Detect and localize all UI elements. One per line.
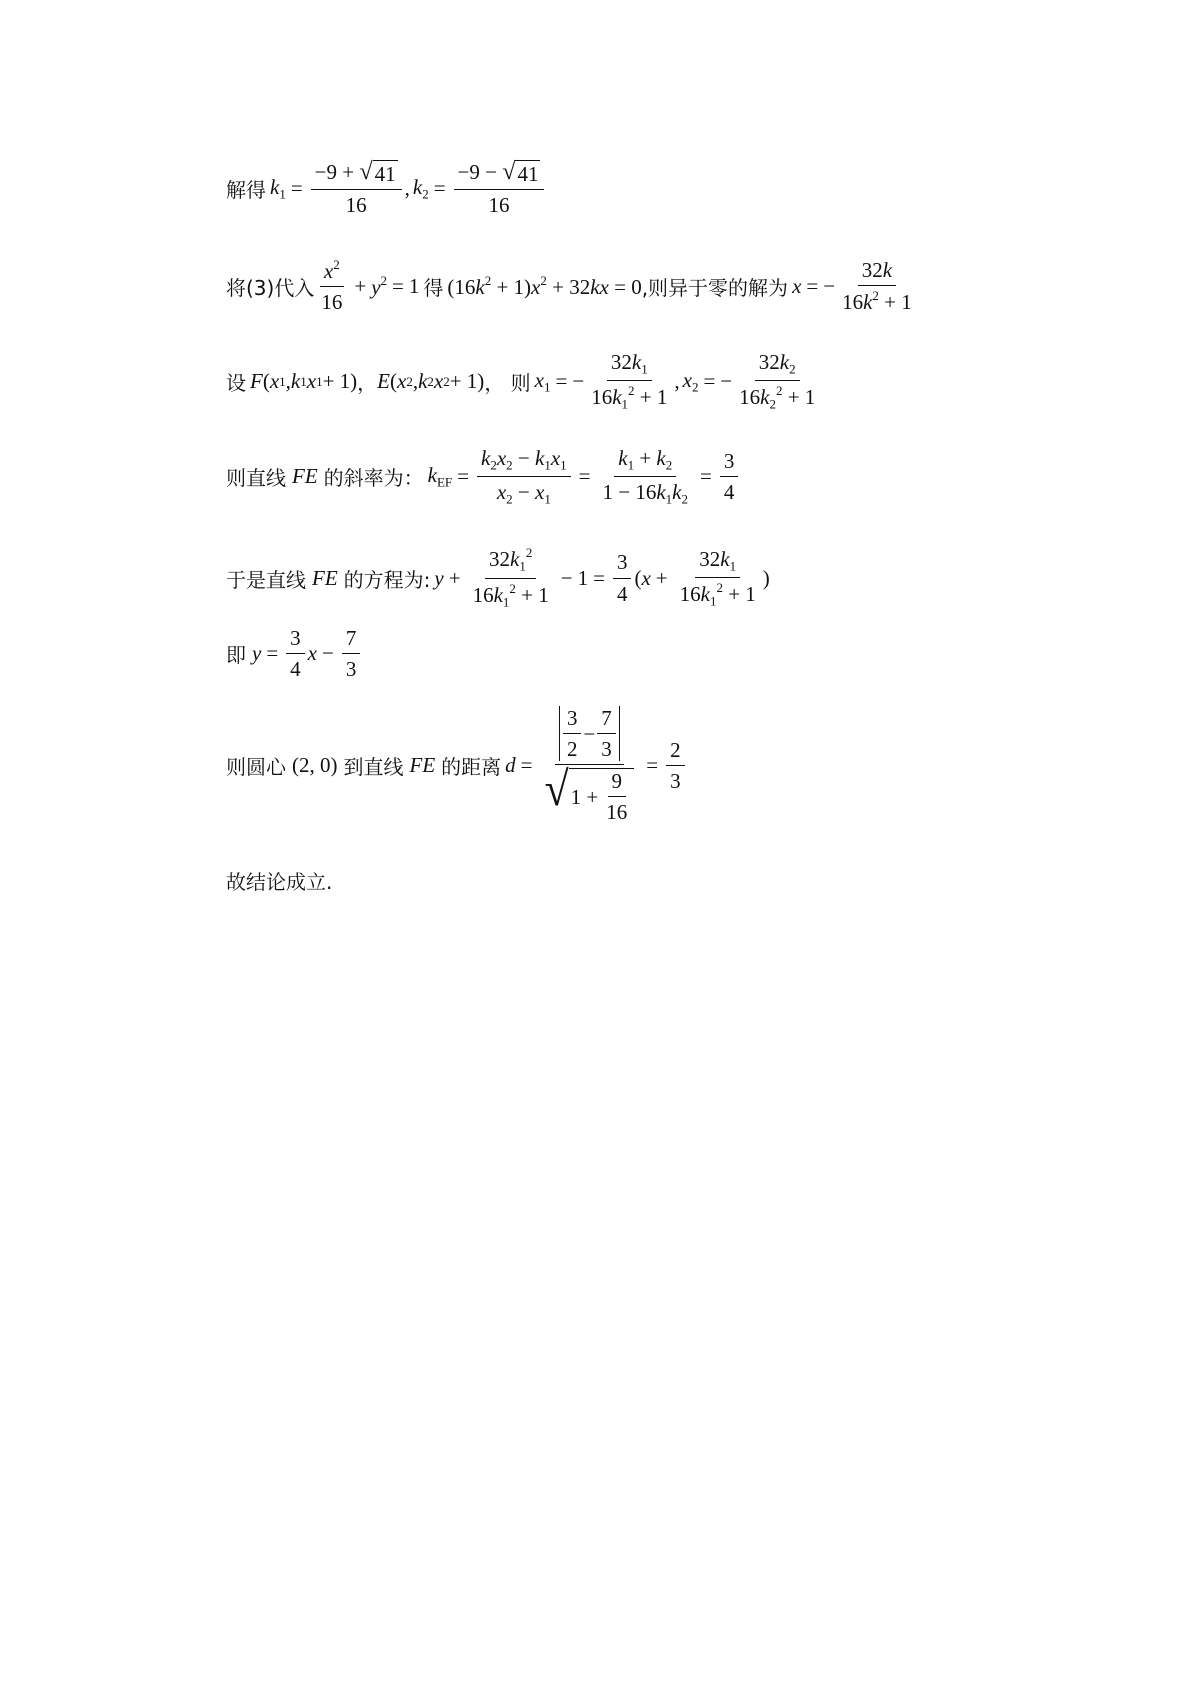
text-jiede: 解得 <box>226 178 266 203</box>
fraction-x2: $\frac{32k_2}{16k_2^2 + 1}$ <box>739 350 816 413</box>
fraction-k2: −9 − √ 41 16 <box>454 160 545 217</box>
solution-line-4: 则直线 FE 的斜率为： $k_{EF}$ = $\frac{k_2x_2 - k_1x_1}{x_2 - x_1}$ = $\frac{k_1 + k_2}{1 - 16k_1k_2}$ = $\frac{3}{4}$ <box>226 446 741 508</box>
fraction-line-term: $\frac{32k_1^2}{16k_1^2 + 1}$ <box>472 545 549 610</box>
text-line: 则直线 <box>226 466 286 491</box>
text-ze: ， 则 <box>484 371 531 396</box>
text-so-line: 于是直线 <box>226 567 306 592</box>
solution-line-5: 于是直线 FE 的方程为: y + $\frac{32k_1^2}{16k_1^2 + 1}$ − 1 = $\frac{3}{4}$ ( x + $\frac{32k_1}{16k_1^2 + 1}$ ) <box>226 545 770 610</box>
text-substitute: 将(3)代入 <box>226 275 315 300</box>
fraction-slope-eq: $\frac{3}{4}$ <box>613 550 632 605</box>
fraction-x2-16: $\frac{x^2}{16}$ <box>321 257 343 315</box>
fraction-k1: −9 + √ 41 16 <box>311 160 402 217</box>
text-center: 则圆心 <box>226 754 286 779</box>
text-ji: 即 <box>226 643 246 668</box>
text-de: 得 <box>423 275 444 300</box>
fraction-three-quarters: $\frac{3}{4}$ <box>720 449 739 504</box>
solution-line-6: 即 y = $\frac{3}{4}$ x − $\frac{7}{3}$ <box>226 626 363 681</box>
text-she: 设 <box>226 371 246 396</box>
fraction-slope-simplified: $\frac{k_1 + k_2}{1 - 16k_1k_2}$ <box>602 446 688 508</box>
solution-line-3: 设 F ( x 1 , k 1 x 1 + 1) ， E ( x 2 , k 2 x 2 + 1) ， 则 $x_1$ = − $\frac{32k_1}{16k_1^2 + 1}$ , $x_2$ = − $\frac{32k_2}{16k_2^2 + 1}$ <box>226 350 822 413</box>
text-to-line: 到直线 <box>343 754 404 779</box>
text-equation: 的方程为: <box>343 567 431 592</box>
solution-line-8 <box>226 866 332 895</box>
solution-line-1: 解得 $k_1$ = −9 + √ 41 16 , $k_2$ = −9 − √ 41 16 <box>226 160 547 217</box>
text-conclusion: 故结论成立. <box>226 870 333 894</box>
text-comma: ， <box>357 371 378 396</box>
fraction-x-solution: $\frac{32k}{16k^2 + 1}$ <box>842 258 912 315</box>
fraction-x-shift: $\frac{32k_1}{16k_1^2 + 1}$ <box>679 546 756 609</box>
fraction-distance: $\frac{3}{2}$ − $\frac{7}{3}$ √ 1 + $\frac{9}{16}$ <box>541 706 639 825</box>
solution-line-2: 将(3)代入 $\frac{x^2}{16}$ + $y^2$ = 1 得 $(16k^2 + 1)x^2 + 32kx = 0$ ,则异于零的解为 x = − $\frac{32k}{16k^2 + 1}$ <box>226 258 919 314</box>
fraction-x1: $\frac{32k_1}{16k_1^2 + 1}$ <box>591 350 668 413</box>
math-k1: $k_1$ <box>270 174 286 202</box>
text-slope: 的斜率为： <box>323 466 424 491</box>
fraction-slope-def: $\frac{k_2x_2 - k_1x_1}{x_2 - x_1}$ <box>477 446 571 508</box>
solution-line-7: 则圆心 (2, 0) 到直线 FE 的距离 d = $\frac{3}{2}$ − $\frac{7}{3}$ √ 1 + $\frac{9}{16}$ = $\frac{2}{3}$ <box>226 706 688 825</box>
text-nonzero-solution: ,则异于零的解为 <box>641 275 789 300</box>
text-distance: 的距离 <box>441 754 502 779</box>
math-k2: $k_2$ <box>412 174 429 202</box>
